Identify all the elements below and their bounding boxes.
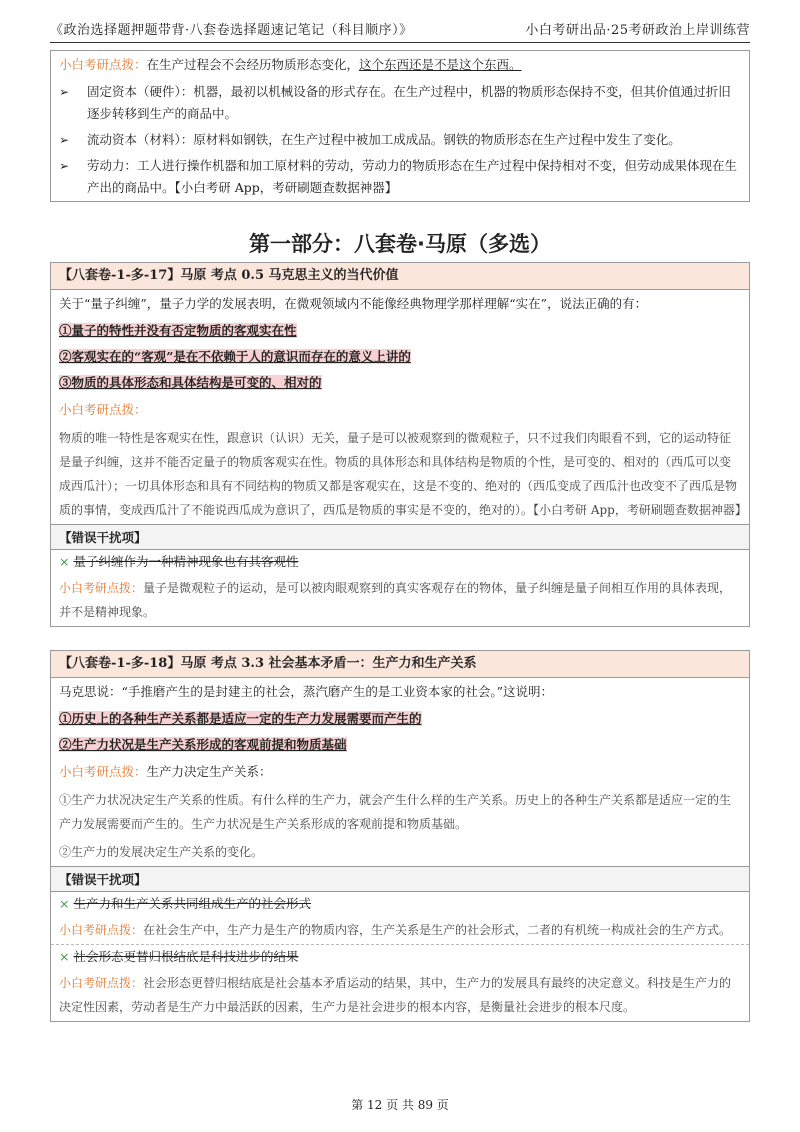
bullet-item xyxy=(51,79,749,127)
bullet-item xyxy=(51,153,749,201)
dian-label: 小白考研点拨： xyxy=(59,402,147,417)
dian-line xyxy=(51,758,749,786)
dian-underline: 这个东西还是不是这个东西。 xyxy=(359,57,522,72)
dian-label: 小白考研点拨： xyxy=(59,976,144,990)
arrow-icon: ➢ xyxy=(59,133,70,147)
analysis-text: ①生产力状况决定生产关系的性质。有什么样的生产力，就会产生什么样的生产关系。历史上的各种生产关系都是适应一定的生产力发展需要而产生的。生产力状况是生产关系形成的客观前提和物质基础。 xyxy=(59,793,732,831)
explain-text: 在社会生产中，生产力是生产的物质内容，生产关系是生产的社会形式，二者的有机统一构成社会的生产方式。 xyxy=(143,923,732,937)
bullet-text: 劳动力：工人进行操作机器和加工原材料的劳动，劳动力的物质形态在生产过程中保持相对不变，但劳动成果体现在生产出的商品中。【小白考研 App，考研刷题查数据神器】 xyxy=(87,158,738,195)
arrow-icon: ➢ xyxy=(59,85,70,99)
cross-icon: × xyxy=(59,554,70,569)
dian-label: 小白考研点拨： xyxy=(59,57,147,72)
section-title: 第一部分：八套卷·马原（多选） xyxy=(249,232,551,256)
dian-text: 在生产过程会不会经历物质形态变化， xyxy=(146,57,360,72)
explain-text: 社会形态更替归根结底是社会基本矛盾运动的结果，其中，生产力的发展具有最终的决定意义。科技是生产力的决定性因素，劳动者是生产力中最活跃的因素，生产力是社会进步的根本内容，是衡量社会进步的根本尺度。 xyxy=(59,976,732,1014)
cross-icon: × xyxy=(59,896,70,911)
wrong-option-text: 量子纠缠作为一种精神现象也有其客观性 xyxy=(73,554,299,569)
correct-option: ①历史上的各种生产关系都是适应一定的生产力发展需要而产生的 xyxy=(59,711,422,726)
bullet-text: 流动资本（材料）：原材料如钢铁，在生产过程中被加工成成品。钢铁的物质形态在生产过程中发生了变化。 xyxy=(87,132,681,147)
intro-dian xyxy=(51,51,749,79)
dian-label: 小白考研点拨： xyxy=(59,923,144,937)
question-stem: 关于“量子纠缠”，量子力学的发展表明，在微观领域内不能像经典物理学那样理解“实在”，说法正确的有： xyxy=(59,296,648,311)
analysis-text: ②生产力的发展决定生产关系的变化。 xyxy=(59,845,264,859)
intro-box xyxy=(50,50,750,202)
error-options-label: 【错误干扰项】 xyxy=(51,866,749,892)
header-right-title: 小白考研出品·25考研政治上岸训练营 xyxy=(525,23,750,38)
arrow-icon: ➢ xyxy=(59,159,70,173)
wrong-explain xyxy=(51,574,749,626)
question-title: 【八套卷-1-多-17】马原 考点 0.5 马克思主义的当代价值 xyxy=(51,263,749,290)
wrong-option xyxy=(51,945,749,969)
dian-label: 小白考研点拨： xyxy=(59,764,147,779)
bullet-item xyxy=(51,127,749,153)
correct-option: ②客观实在的“客观”是在不依赖于人的意识而存在的意义上讲的 xyxy=(59,349,411,364)
error-options-label: 【错误干扰项】 xyxy=(51,524,749,550)
question-18-box xyxy=(50,650,750,1022)
wrong-option-text: 社会形态更替归根结底是科技进步的结果 xyxy=(73,949,299,964)
cross-icon: × xyxy=(59,949,70,964)
dian-text: 生产力决定生产关系： xyxy=(146,764,272,779)
question-stem: 马克思说：“手推磨产生的是封建主的社会，蒸汽磨产生的是工业资本家的社会。”这说明： xyxy=(59,684,554,699)
header-left-title: 《政治选择题押题带背·八套卷选择题速记笔记（科目顺序）》 xyxy=(50,23,413,38)
wrong-explain xyxy=(51,916,749,944)
dian-label: 小白考研点拨： xyxy=(59,581,144,595)
question-title: 【八套卷-1-多-18】马原 考点 3.3 社会基本矛盾一：生产力和生产关系 xyxy=(51,651,749,678)
page-header xyxy=(50,14,750,43)
question-17-box xyxy=(50,262,750,627)
page-footer: 第 12 页 共 89 页 xyxy=(351,1098,449,1112)
wrong-explain xyxy=(51,969,749,1021)
analysis-text: 物质的唯一特性是客观实在性，跟意识（认识）无关，量子是可以被观察到的微观粒子，只不过我们肉眼看不到，它的运动特征是量子纠缠，这并不能否定量子的物质客观实在性。物质的具体形态和具体结构是物质的个性，是可变的、相对的（西瓜可以变成西瓜汁）；一切具体形态和具有不同结构的物质又都是客观实在，这是不变的、绝对的（西瓜变成了西瓜汁也改变不了西瓜是物质的事情，变成西瓜汁了不能说西瓜成为意识了，西瓜是物质的事实是不变的，绝对的）。【小白考研 App，考研刷题查数据神器】 xyxy=(59,431,747,517)
wrong-option xyxy=(51,550,749,574)
explain-text: 量子是微观粒子的运动，是可以被肉眼观察到的真实客观存在的物体，量子纠缠是量子间相互作用的具体表现，并不是精神现象。 xyxy=(59,581,732,619)
wrong-option xyxy=(51,892,749,916)
correct-option: ③物质的具体形态和具体结构是可变的、相对的 xyxy=(59,375,322,390)
bullet-text: 固定资本（硬件）：机器，最初以机械设备的形式存在。在生产过程中，机器的物质形态保持不变，但其价值通过折旧逐步转移到生产的商品中。 xyxy=(87,84,731,121)
correct-option: ②生产力状况是生产关系形成的客观前提和物质基础 xyxy=(59,737,347,752)
wrong-option-text: 生产力和生产关系共同组成生产的社会形式 xyxy=(73,896,311,911)
correct-option: ①量子的特性并没有否定物质的客观实在性 xyxy=(59,323,297,338)
